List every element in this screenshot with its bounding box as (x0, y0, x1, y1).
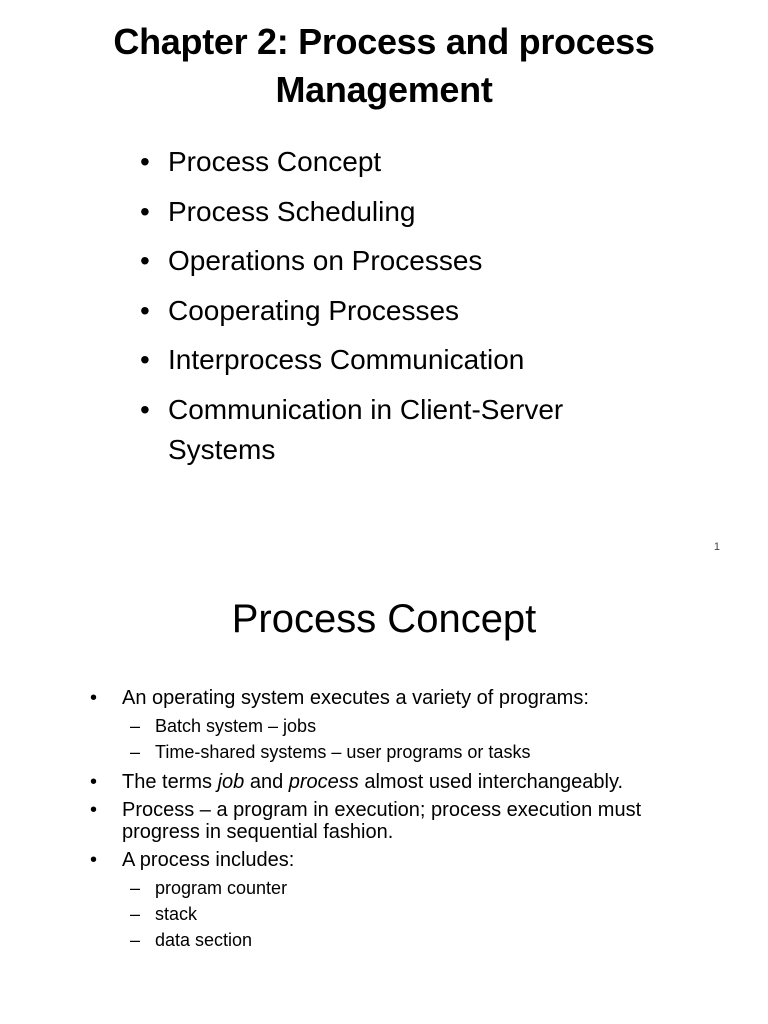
bullet-icon: • (140, 195, 150, 227)
topic-list (140, 142, 660, 479)
concept-list (90, 687, 690, 959)
bullet-icon: • (90, 799, 98, 821)
bullet-icon: • (140, 146, 150, 177)
sub-item (122, 739, 690, 765)
topic-item (140, 340, 660, 380)
bullet-icon: • (140, 245, 150, 276)
topic-text: Cooperating Processes (168, 294, 460, 326)
term-job: job (217, 771, 245, 793)
concept-item (90, 799, 690, 843)
bullet-icon: • (140, 393, 150, 425)
topic-text: Interprocess Communication (168, 344, 525, 375)
bullet-icon: • (90, 687, 98, 709)
sub-item (122, 927, 690, 953)
concept-item (90, 687, 690, 765)
text-segment: almost used interchangeably. (358, 771, 624, 793)
bullet-icon: • (140, 294, 150, 326)
concept-text: Process – a program in execution; process execution must progress in sequential fashion. (122, 799, 642, 843)
slide-2-title: Process Concept (231, 597, 537, 641)
sub-item-text: data section (155, 930, 253, 950)
slide-1-title (0, 18, 768, 114)
dash-icon: – (130, 930, 141, 950)
text-segment: and (244, 771, 289, 793)
topic-text: Process Concept (168, 146, 382, 177)
dash-icon: – (130, 716, 141, 736)
text-segment: The terms (122, 771, 218, 793)
concept-text: A process includes: (122, 849, 295, 871)
sub-item (122, 875, 690, 901)
slide-2 (0, 565, 768, 1024)
sub-item (122, 901, 690, 927)
dash-icon: – (130, 742, 141, 762)
topic-text: Communication in Client-Server Systems (168, 393, 564, 465)
sub-item-text: Batch system – jobs (155, 716, 317, 736)
title-line-1: Chapter 2: Process and process (113, 21, 655, 62)
bullet-icon: • (90, 849, 98, 871)
bullet-icon: • (140, 344, 150, 375)
term-process: process (288, 771, 359, 793)
topic-text: Process Scheduling (168, 195, 416, 227)
concept-item (90, 849, 690, 953)
topic-item (140, 142, 660, 182)
topic-item (140, 241, 660, 281)
topic-text: Operations on Processes (168, 245, 483, 276)
sub-list (122, 713, 690, 765)
dash-icon: – (130, 904, 141, 924)
sub-item-text: program counter (155, 878, 288, 898)
sub-item-text: Time-shared systems – user programs or tasks (155, 742, 531, 762)
page-number: 1 (713, 541, 720, 553)
topic-item (140, 291, 660, 331)
concept-item (90, 771, 690, 793)
topic-item (140, 192, 660, 232)
sub-list (122, 875, 690, 953)
bullet-icon: • (90, 771, 98, 793)
title-line-2: Management (275, 69, 493, 110)
topic-item (140, 390, 660, 470)
sub-item-text: stack (155, 904, 198, 924)
sub-item (122, 713, 690, 739)
dash-icon: – (130, 878, 141, 898)
concept-text: An operating system executes a variety of programs: (122, 687, 589, 709)
concept-text (122, 771, 623, 793)
